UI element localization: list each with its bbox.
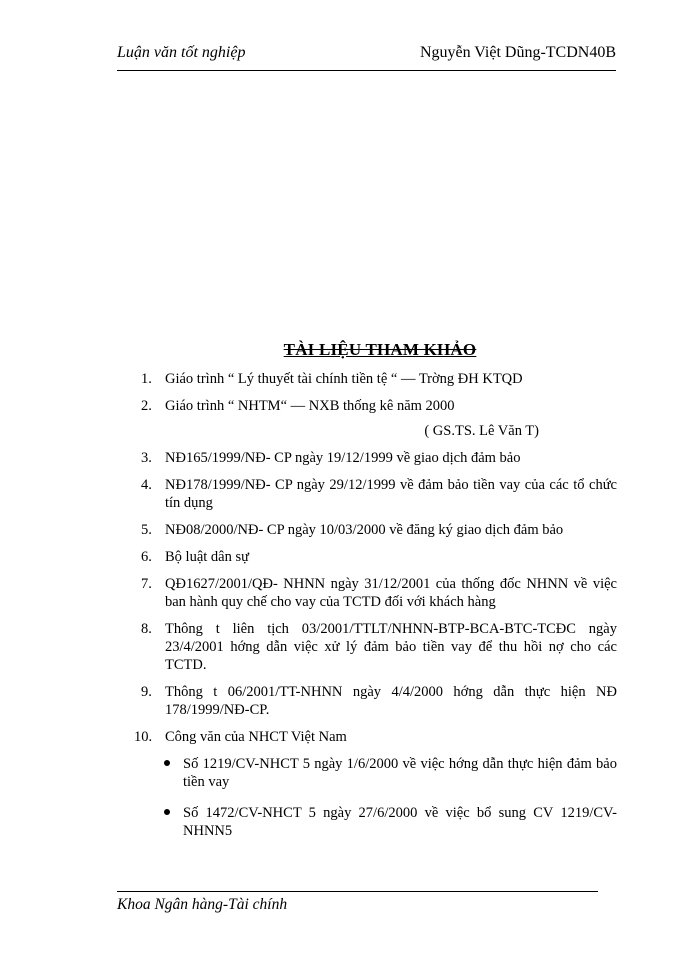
reference-text: NĐ08/2000/NĐ- CP ngày 10/03/2000 về đăng ký giao dịch đảm bảo [165, 522, 564, 538]
reference-number: 8. [141, 621, 152, 637]
reference-item [134, 476, 617, 512]
reference-text: Bộ luật dân sự [165, 549, 249, 565]
reference-text: Thông t liên tịch 03/2001/TTLT/NHNN-BTP-BCA-BTC-TCĐC ngày 23/4/2001 hớng dẫn việc xử lý đảm bảo tiền vay để thu hồi nợ cho các TCTD. [165, 621, 617, 673]
reference-item [134, 370, 617, 388]
header-divider [117, 70, 616, 71]
sub-item-text: Số 1219/CV-NHCT 5 ngày 1/6/2000 về việc hớng dẫn thực hiện đảm bảo tiền vay [183, 756, 617, 790]
reference-number: 4. [141, 477, 152, 493]
reference-item [134, 683, 617, 719]
reference-list [134, 370, 617, 853]
reference-number: 5. [141, 522, 152, 538]
reference-author-note: ( GS.TS. Lê Văn T) [424, 423, 539, 439]
reference-text: QĐ1627/2001/QĐ- NHNN ngày 31/12/2001 của thống đốc NHNN về việc ban hành quy chế cho vay của TCTD đối với khách hàng [165, 576, 617, 610]
reference-item [134, 728, 617, 746]
reference-number: 9. [141, 684, 152, 700]
bullet-icon [164, 760, 170, 766]
page-footer: Khoa Ngân hàng-Tài chính [117, 896, 288, 913]
reference-item [134, 521, 617, 539]
footer-divider [117, 891, 598, 892]
reference-item [134, 397, 617, 440]
reference-number: 3. [141, 450, 152, 466]
page-header [117, 44, 616, 66]
header-thesis-label: Luận văn tốt nghiệp [117, 44, 246, 61]
reference-text: Giáo trình “ NHTM“ — NXB thống kê năm 2000 [165, 398, 455, 414]
sub-item [146, 804, 617, 840]
reference-text: NĐ178/1999/NĐ- CP ngày 29/12/1999 về đảm bảo tiền vay của các tổ chức tín dụng [165, 477, 617, 511]
header-author: Nguyễn Việt Dũng-TCDN40B [419, 44, 616, 61]
reference-number: 1. [141, 371, 152, 387]
reference-number: 7. [141, 576, 152, 592]
reference-text: Công văn của NHCT Việt Nam [165, 729, 347, 745]
page-title: TÀI LIỆU THAM KHẢO [283, 340, 477, 359]
sub-item-list [146, 755, 617, 840]
sub-item [146, 755, 617, 791]
reference-item [134, 575, 617, 611]
reference-text: Thông t 06/2001/TT-NHNN ngày 4/4/2000 hớng dẫn thực hiện NĐ 178/1999/NĐ-CP. [165, 684, 617, 718]
reference-number: 10. [134, 729, 153, 745]
reference-item [134, 548, 617, 566]
sub-item-text: Số 1472/CV-NHCT 5 ngày 27/6/2000 về việc bổ sung CV 1219/CV-NHNN5 [183, 805, 617, 839]
reference-item [134, 449, 617, 467]
reference-number: 2. [141, 398, 152, 414]
bullet-icon [164, 809, 170, 815]
reference-text: Giáo trình “ Lý thuyết tài chính tiền tệ “ — Trờng ĐH KTQD [165, 371, 523, 387]
reference-number: 6. [141, 549, 152, 565]
reference-item [134, 620, 617, 674]
reference-text: NĐ165/1999/NĐ- CP ngày 19/12/1999 về giao dịch đảm bảo [165, 450, 521, 466]
